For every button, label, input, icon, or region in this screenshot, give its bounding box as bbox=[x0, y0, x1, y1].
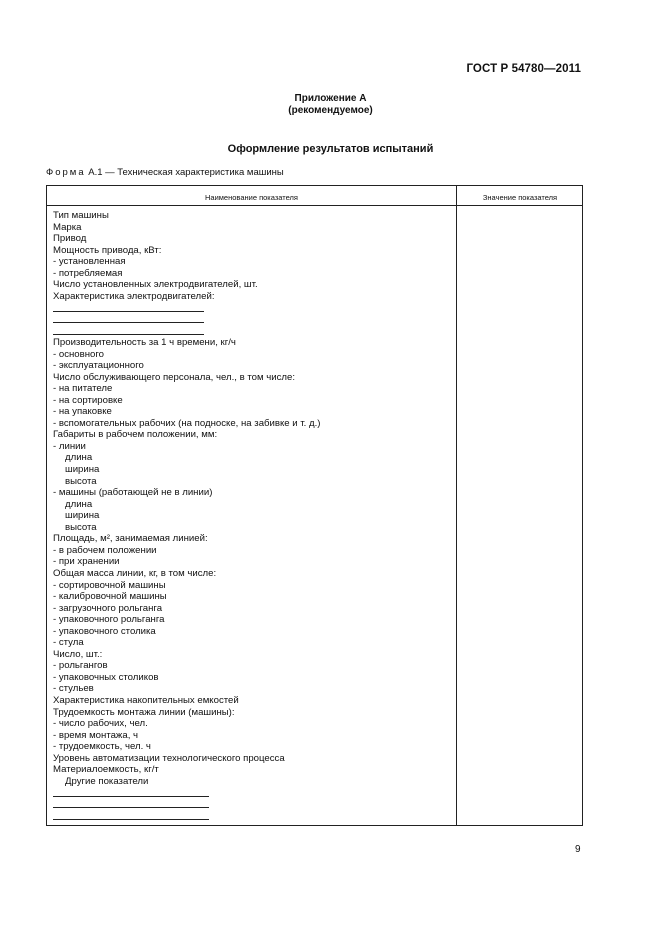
indicator-row: Число обслуживающего персонала, чел., в том числе: bbox=[53, 371, 295, 383]
indicator-row: - потребляемая bbox=[53, 267, 123, 279]
indicator-row: ширина bbox=[65, 464, 100, 476]
indicator-row: - стульев bbox=[53, 683, 94, 695]
indicator-row: Привод bbox=[53, 233, 87, 245]
blank-line bbox=[53, 314, 453, 326]
indicator-row: - упаковочного столика bbox=[53, 625, 156, 637]
indicator-row: Марка bbox=[53, 221, 82, 233]
indicator-row: Число установленных электродвигателей, шт. bbox=[53, 279, 258, 291]
indicator-row: Общая масса линии, кг, в том числе: bbox=[53, 567, 217, 579]
form-caption-text: А.1 — Техническая характеристика машины bbox=[88, 167, 284, 178]
indicator-row: - трудоемкость, чел. ч bbox=[53, 741, 151, 753]
indicator-row: - время монтажа, ч bbox=[53, 729, 139, 741]
appendix-subtitle: (рекомендуемое) bbox=[288, 105, 373, 116]
indicator-row: - основного bbox=[53, 348, 104, 360]
indicator-row: Уровень автоматизации технологического процесса bbox=[53, 752, 285, 764]
indicator-row: Характеристика накопительных емкостей bbox=[53, 694, 239, 706]
form-label: Форма bbox=[46, 167, 86, 178]
indicator-row: длина bbox=[65, 452, 93, 464]
indicator-row: Материалоемкость, кг/т bbox=[53, 764, 159, 776]
standard-number: ГОСТ Р 54780—2011 bbox=[466, 63, 581, 75]
indicator-row: Число, шт.: bbox=[53, 648, 103, 660]
indicator-row: - упаковочных столиков bbox=[53, 671, 159, 683]
indicator-row: - сортировочной машины bbox=[53, 579, 166, 591]
blank-line bbox=[53, 302, 453, 314]
indicator-row: - при хранении bbox=[53, 556, 120, 568]
column-header-value: Значение показателя bbox=[482, 193, 558, 202]
indicator-row: - рольгангов bbox=[53, 660, 108, 672]
indicator-row: - стула bbox=[53, 637, 84, 649]
indicator-row: - эксплуатационного bbox=[53, 360, 144, 372]
indicator-row: - загрузочного рольганга bbox=[53, 602, 163, 614]
blank-line bbox=[53, 810, 453, 822]
indicator-row: - установленная bbox=[53, 256, 126, 268]
indicator-row: - вспомогательных рабочих (на подноске, на забивке и т. д.) bbox=[53, 417, 321, 429]
indicator-row: Трудоемкость монтажа линии (машины): bbox=[53, 706, 235, 718]
column-header-name: Наименование показателя bbox=[205, 193, 298, 202]
page-number: 9 bbox=[575, 844, 581, 855]
indicator-row: - калибровочной машины bbox=[53, 591, 167, 603]
indicator-row: длина bbox=[65, 498, 93, 510]
indicator-list bbox=[53, 210, 453, 822]
indicator-row: - машины (работающей не в линии) bbox=[53, 487, 213, 499]
indicator-row: Тип машины bbox=[53, 210, 109, 221]
column-divider bbox=[456, 186, 457, 825]
blank-line bbox=[53, 325, 453, 337]
blank-line bbox=[53, 787, 453, 799]
form-caption bbox=[46, 167, 284, 178]
indicator-row: - в рабочем положении bbox=[53, 544, 157, 556]
blank-line bbox=[53, 799, 453, 811]
header-divider bbox=[47, 205, 582, 206]
indicator-row: - на сортировке bbox=[53, 394, 123, 406]
indicator-row: - линии bbox=[53, 440, 86, 452]
indicator-row: - на упаковке bbox=[53, 406, 112, 418]
indicator-row: высота bbox=[65, 475, 97, 487]
indicator-row: Характеристика электродвигателей: bbox=[53, 290, 215, 302]
indicator-row: Мощность привода, кВт: bbox=[53, 244, 162, 256]
indicator-row: высота bbox=[65, 521, 97, 533]
indicator-row: Площадь, м², занимаемая линией: bbox=[53, 533, 208, 545]
characteristics-table bbox=[46, 185, 583, 826]
indicator-row: Другие показатели bbox=[65, 775, 149, 787]
indicator-row: - число рабочих, чел. bbox=[53, 718, 148, 730]
indicator-row: - упаковочного рольганга bbox=[53, 614, 165, 626]
appendix-title: Приложение А bbox=[294, 93, 367, 104]
indicator-row: - на питателе bbox=[53, 383, 113, 395]
section-title: Оформление результатов испытаний bbox=[227, 143, 434, 155]
indicator-row: Габариты в рабочем положении, мм: bbox=[53, 429, 218, 441]
indicator-row: ширина bbox=[65, 510, 100, 522]
indicator-row: Производительность за 1 ч времени, кг/ч bbox=[53, 337, 236, 349]
